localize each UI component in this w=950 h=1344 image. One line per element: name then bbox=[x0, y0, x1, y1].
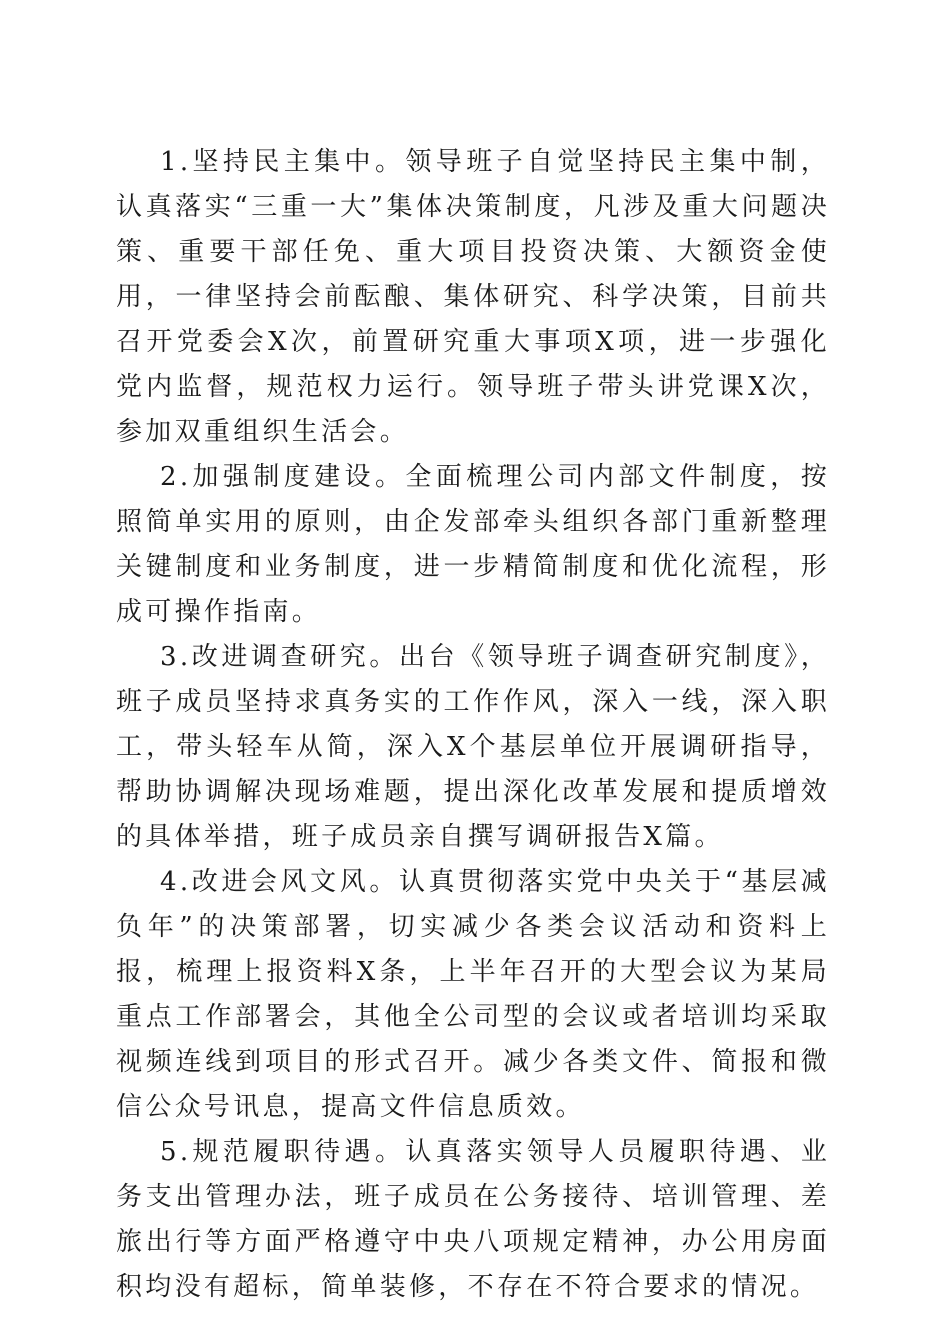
document-body bbox=[116, 140, 830, 1310]
paragraph-2: 2.加强制度建设。全面梳理公司内部文件制度，按照简单实用的原则，由企发部牵头组织各部门重新整理关键制度和业务制度，进一步精简制度和优化流程，形成可操作指南。 bbox=[116, 462, 830, 627]
paragraph-3: 3.改进调查研究。出台《领导班子调查研究制度》，班子成员坚持求真务实的工作作风，深入一线，深入职工，带头轻车从简，深入X个基层单位开展调研指导，帮助协调解决现场难题，提出深化改革发展和提质增效的具体举措，班子成员亲自撰写调研报告X篇。 bbox=[116, 642, 830, 852]
paragraph-5: 5.规范履职待遇。认真落实领导人员履职待遇、业务支出管理办法，班子成员在公务接待、培训管理、差旅出行等方面严格遵守中央八项规定精神，办公用房面积均没有超标，简单装修，不存在不符合要求的情况。 bbox=[116, 1137, 830, 1302]
paragraph-4: 4.改进会风文风。认真贯彻落实党中央关于“基层减负年”的决策部署，切实减少各类会议活动和资料上报，梳理上报资料X条，上半年召开的大型会议为某局重点工作部署会，其他全公司型的会议或者培训均采取视频连线到项目的形式召开。减少各类文件、简报和微信公众号讯息，提高文件信息质效。 bbox=[116, 867, 830, 1122]
paragraph-1: 1.坚持民主集中。领导班子自觉坚持民主集中制，认真落实“三重一大”集体决策制度，凡涉及重大问题决策、重要干部任免、重大项目投资决策、大额资金使用，一律坚持会前酝酿、集体研究、科学决策，目前共召开党委会X次，前置研究重大事项X项，进一步强化党内监督，规范权力运行。领导班子带头讲党课X次，参加双重组织生活会。 bbox=[116, 147, 830, 447]
